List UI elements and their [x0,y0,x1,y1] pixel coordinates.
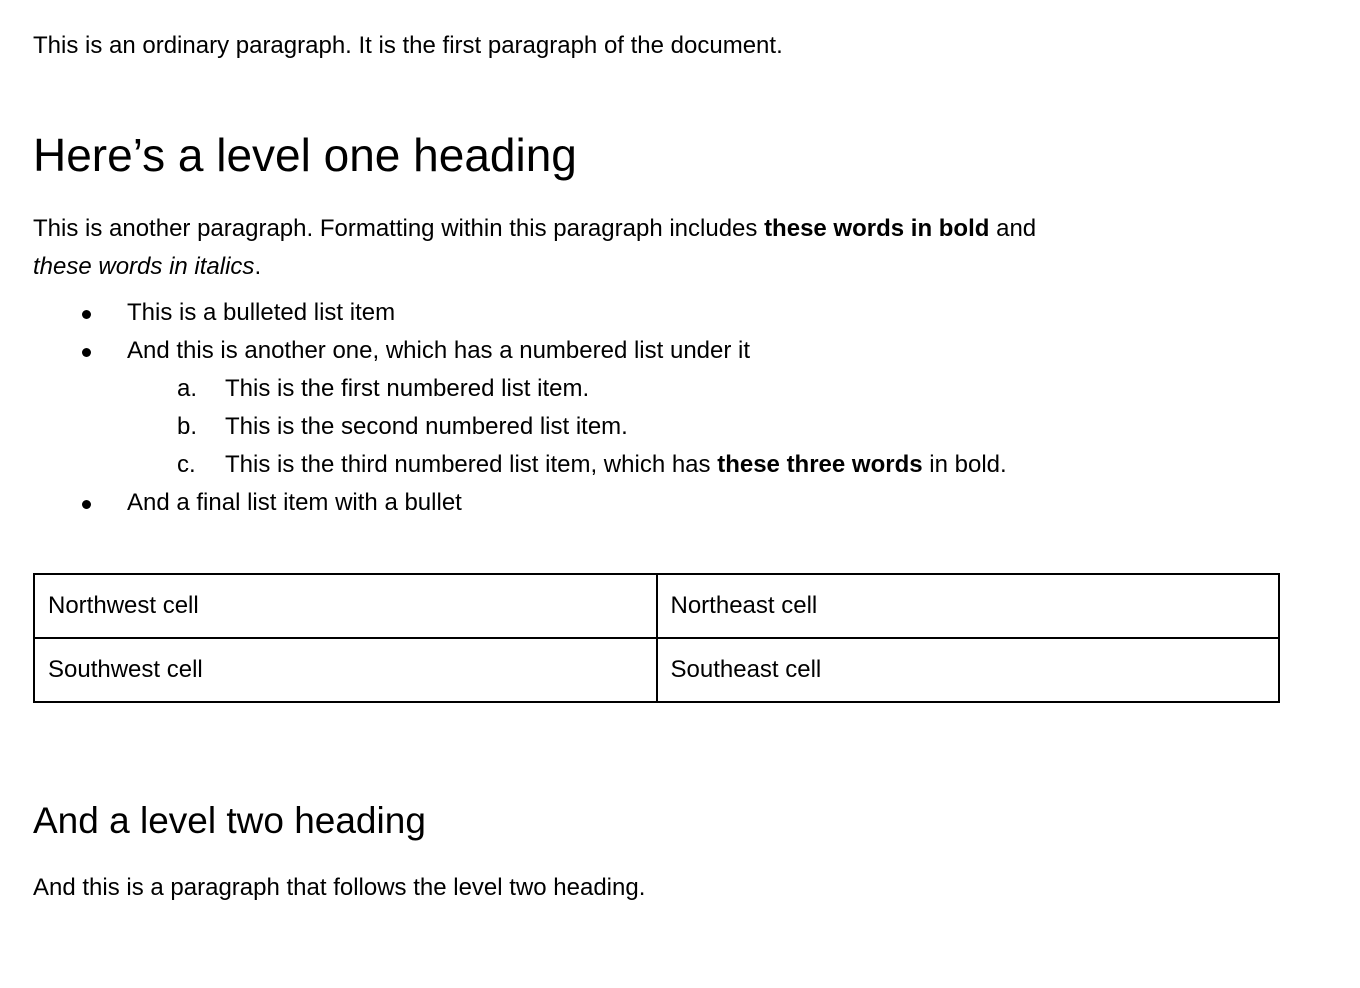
table-cell-northeast: Northeast cell [657,574,1280,638]
list-item-label: This is the first numbered list item. [225,375,590,402]
list-item [33,332,1280,370]
level-two-heading: And a level two heading [33,800,426,841]
level-one-heading: Here’s a level one heading [33,129,577,181]
list-item-label: This is the second numbered list item. [225,413,628,440]
second-paragraph-normal-text: This is another paragraph. Formatting within this paragraph includes [33,215,765,242]
table-cell-northwest: Northwest cell [34,574,657,638]
list-item-bold-text: these three words [717,451,923,478]
second-paragraph-italic-text: these words in italics [33,253,255,280]
table-cell-southeast: Southeast cell [657,638,1280,702]
second-paragraph [33,210,1280,286]
second-paragraph-bold-text: these words in bold [764,215,990,242]
document-table [33,573,1280,703]
list-item-label [225,451,1007,478]
final-paragraph: And this is a paragraph that follows the level two heading. [33,874,646,901]
list-item-label: This is a bulleted list item [127,299,396,326]
table-cell-southwest: Southwest cell [34,638,657,702]
first-paragraph: This is an ordinary paragraph. It is the first paragraph of the document. [33,32,783,59]
list-item-text-before-bold: This is the third numbered list item, which has [225,451,718,478]
table-row [34,574,1279,638]
numbered-list-item [33,408,1280,446]
second-paragraph-line2-tail: . [254,253,262,280]
numbered-list-item [33,370,1280,408]
document-list [33,294,1280,522]
bullet-icon [82,500,91,509]
numbered-list-item [33,446,1280,484]
list-marker: b. [177,413,198,440]
second-paragraph-line1-tail: and [989,215,1037,242]
bullet-icon [82,310,91,319]
bullet-icon [82,348,91,357]
list-item [33,294,1280,332]
list-marker: c. [177,451,196,478]
list-item-label: And this is another one, which has a numbered list under it [127,337,751,364]
table-row [34,638,1279,702]
list-item-text-after-bold: in bold. [922,451,1007,478]
list-item [33,484,1280,522]
list-item-label: And a final list item with a bullet [127,489,462,516]
list-marker: a. [177,375,198,402]
